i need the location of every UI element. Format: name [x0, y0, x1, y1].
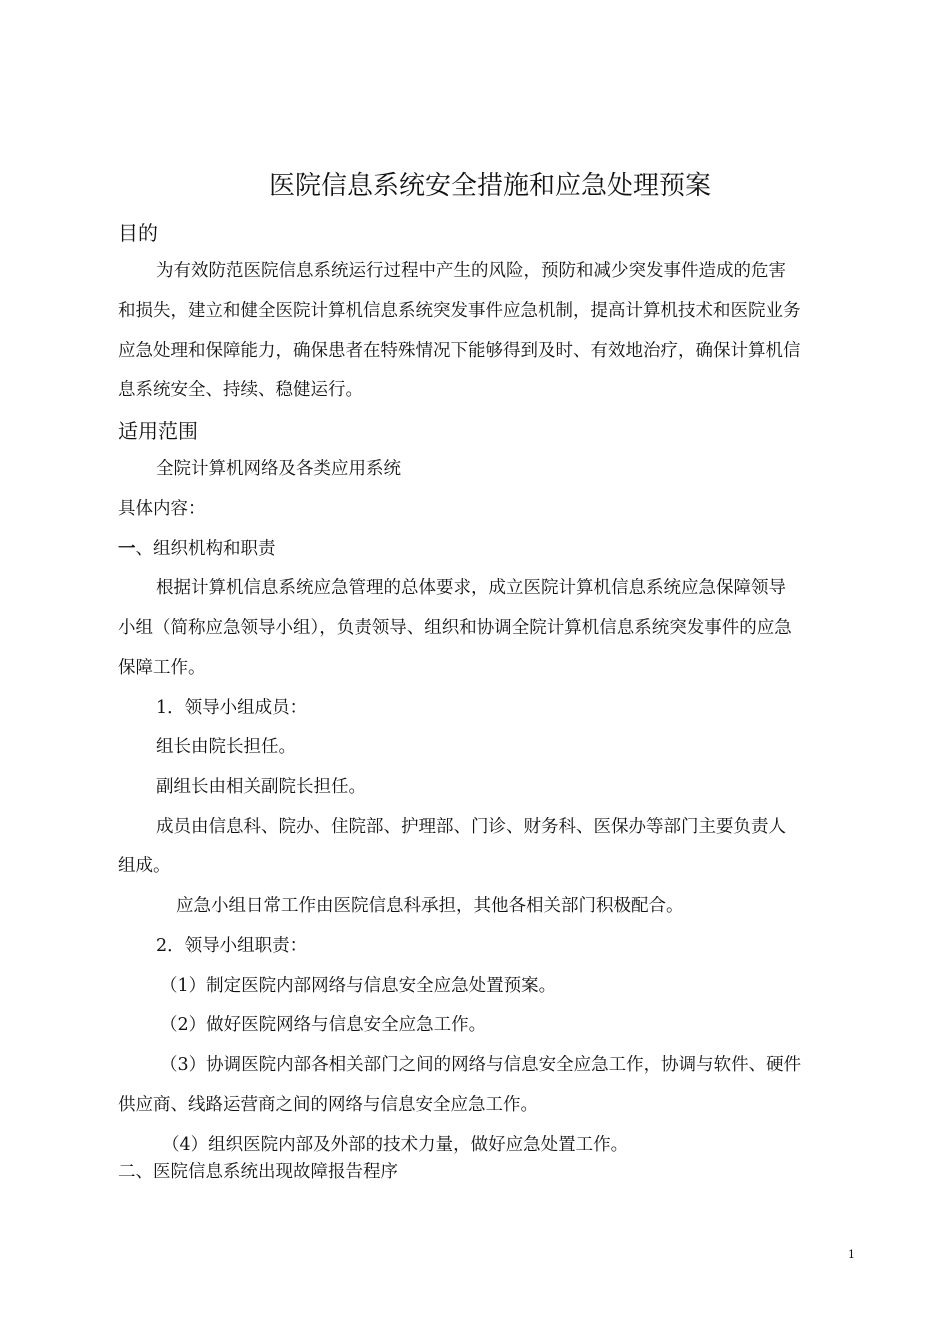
part1-intro-line-3: 保障工作。 [118, 658, 206, 678]
page-number: 1 [848, 1248, 855, 1261]
part1-number: 一 [118, 539, 136, 559]
duties-heading: 2．领导小组职责： [156, 936, 308, 956]
scope-line: 全院计算机网络及各类应用系统 [156, 459, 401, 479]
part2-heading: 二、医院信息系统出现故障报告程序 [118, 1162, 398, 1182]
duty-3-line-2: 供应商、线路运营商之间的网络与信息安全应急工作。 [118, 1095, 538, 1115]
scope-heading: 适用范围 [118, 419, 198, 443]
part1-heading-text: 、组织机构和职责 [135, 539, 276, 559]
daily-work-line: 应急小组日常工作由医院信息科承担，其他各相关部门积极配合。 [176, 896, 684, 916]
purpose-line-1: 为有效防范医院信息系统运行过程中产生的风险，预防和减少突发事件造成的危害 [156, 261, 786, 281]
duty-3-line-1: （3）协调医院内部各相关部门之间的网络与信息安全应急工作，协调与软件、硬件 [160, 1055, 802, 1075]
part1-intro-line-1: 根据计算机信息系统应急管理的总体要求，成立医院计算机信息系统应急保障领导 [156, 578, 786, 598]
duty-4: （4）组织医院内部及外部的技术力量，做好应急处置工作。 [162, 1135, 629, 1155]
content-label: 具体内容： [118, 499, 206, 519]
purpose-heading: 目的 [118, 221, 158, 245]
vice-leader-line: 副组长由相关副院长担任。 [156, 777, 366, 797]
purpose-line-3: 应急处理和保障能力，确保患者在特殊情况下能够得到及时、有效地治疗，确保计算机信 [118, 341, 801, 361]
document-title: 医院信息系统安全措施和应急处理预案 [268, 171, 711, 201]
part1-intro-line-2: 小组（简称应急领导小组），负责领导、组织和协调全院计算机信息系统突发事件的应急 [118, 618, 792, 638]
members-line-1: 成员由信息科、院办、住院部、护理部、门诊、财务科、医保办等部门主要负责人 [156, 817, 786, 837]
duty-2: （2）做好医院网络与信息安全应急工作。 [160, 1015, 487, 1035]
purpose-line-2: 和损失，建立和健全医院计算机信息系统突发事件应急机制，提高计算机技术和医院业务 [118, 301, 801, 321]
members-line-2: 组成。 [118, 856, 171, 876]
members-heading: 1．领导小组成员： [156, 698, 308, 718]
purpose-line-4: 息系统安全、持续、稳健运行。 [118, 380, 363, 400]
duty-1: （1）制定医院内部网络与信息安全应急处置预案。 [160, 976, 557, 996]
part1-heading [118, 536, 276, 562]
leader-line: 组长由院长担任。 [156, 737, 296, 757]
